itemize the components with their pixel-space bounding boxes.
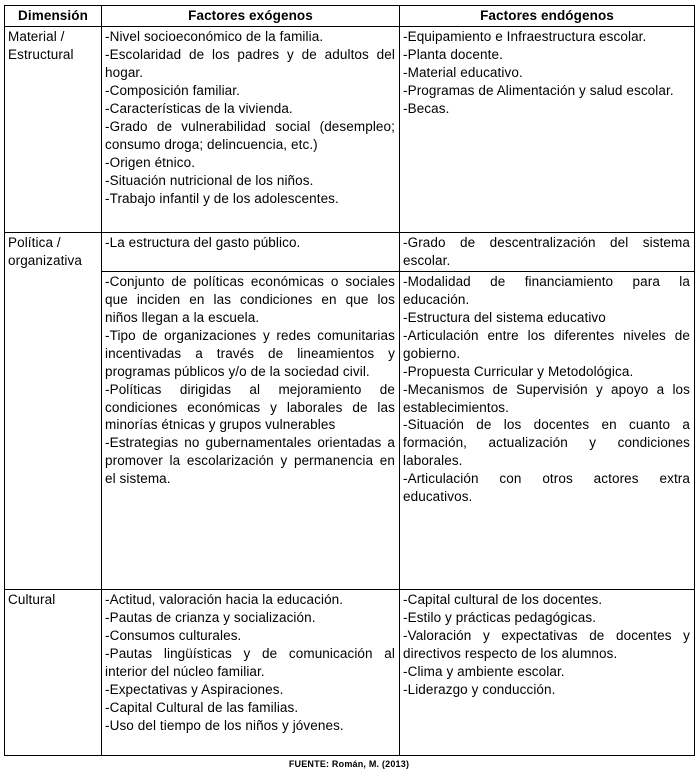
endogenos-cell [400, 271, 695, 589]
exogenos-cell [102, 589, 400, 755]
factor-item: -Conjunto de políticas económicas o sociales que inciden en las condiciones en que los niños llegan a la escuela. [105, 273, 395, 325]
factor-item: -Uso del tiempo de los niños y jóvenes. [105, 717, 344, 733]
factor-item: -Situación nutricional de los niños. [105, 172, 314, 188]
factor-item: -Tipo de organizaciones y redes comunitarias incentivadas a través de lineamientos y programas públicos y/o de la sociedad civil. [105, 327, 395, 379]
factor-item: -Equipamiento e Infraestructura escolar. [403, 28, 647, 44]
factors-table [4, 5, 695, 756]
table-row-politica-organizativa [5, 232, 695, 271]
factor-item: -Composición familiar. [105, 82, 240, 98]
factor-item: -Modalidad de financiamiento para la educación. [403, 273, 690, 307]
factor-item: -Origen étnico. [105, 154, 196, 170]
dimension-cell: Material / Estructural [5, 26, 102, 232]
exogenos-cell [102, 271, 400, 589]
factor-item: -Valoración y expectativas de docentes y directivos respecto de los alumnos. [403, 627, 690, 661]
dimension-cell: Política / organizativa [5, 232, 102, 589]
table-header-row [5, 6, 695, 27]
factor-item: -Situación de los docentes en cuanto a formación, actualización y condiciones laborales. [403, 417, 690, 469]
factor-item: -Propuesta Curricular y Metodológica. [403, 363, 634, 379]
factor-item: -Articulación con otros actores extra educativos. [403, 471, 690, 505]
factor-item: -Expectativas y Aspiraciones. [105, 681, 284, 697]
factor-item: -Consumos culturales. [105, 627, 242, 643]
header-factores-exogenos: Factores exógenos [102, 6, 400, 27]
exogenos-cell [102, 232, 400, 271]
header-factores-endogenos: Factores endógenos [400, 6, 695, 27]
factor-item: -Pautas de crianza y socialización. [105, 609, 316, 625]
factor-item: -Becas. [403, 100, 450, 116]
factor-item: -Grado de vulnerabilidad social (desempleo; consumo droga; delincuencia, etc.) [105, 118, 395, 152]
factor-item: -Trabajo infantil y de los adolescentes. [105, 190, 339, 206]
factor-item: -Capital cultural de los docentes. [403, 591, 603, 607]
factor-item: -Nivel socioeconómico de la familia. [105, 28, 324, 44]
factor-item: -La estructura del gasto público. [105, 234, 301, 250]
endogenos-cell [400, 232, 695, 271]
factor-item: -Estructura del sistema educativo [403, 309, 606, 325]
factor-item: -Capital Cultural de las familias. [105, 699, 299, 715]
factor-item: -Articulación entre los diferentes niveles de gobierno. [403, 327, 690, 361]
table-row-cultural [5, 589, 695, 755]
factor-item: -Clima y ambiente escolar. [403, 663, 565, 679]
factor-item: -Programas de Alimentación y salud escolar. [403, 82, 674, 98]
endogenos-cell [400, 26, 695, 232]
factor-item: -Estilo y prácticas pedagógicas. [403, 609, 597, 625]
table-row-politica-organizativa-cont [5, 271, 695, 589]
factor-item: -Escolaridad de los padres y de adultos del hogar. [105, 46, 395, 80]
table-row-material-estructural [5, 26, 695, 232]
factor-item: -Material educativo. [403, 64, 523, 80]
factor-item: -Características de la vivienda. [105, 100, 293, 116]
factor-item: -Actitud, valoración hacia la educación. [105, 591, 344, 607]
header-dimension: Dimensión [5, 6, 102, 27]
factor-item: -Estrategias no gubernamentales orientadas a promover la escolarización y permanencia en el sistema. [105, 435, 395, 487]
factor-item: -Mecanismos de Supervisión y apoyo a los establecimientos. [403, 381, 690, 415]
factor-item: -Grado de descentralización del sistema escolar. [403, 234, 690, 268]
factor-item: -Planta docente. [403, 46, 503, 62]
source-note: FUENTE: Román, M. (2013) [288, 758, 410, 769]
endogenos-cell [400, 589, 695, 755]
factor-item: -Liderazgo y conducción. [403, 681, 556, 697]
factor-item: -Pautas lingüísticas y de comunicación al interior del núcleo familiar. [105, 645, 395, 679]
dimension-cell: Cultural [5, 589, 102, 755]
exogenos-cell [102, 26, 400, 232]
factor-item: -Políticas dirigidas al mejoramiento de condiciones económicas y laborales de las minorías étnicas y grupos vulnerables [105, 381, 395, 433]
